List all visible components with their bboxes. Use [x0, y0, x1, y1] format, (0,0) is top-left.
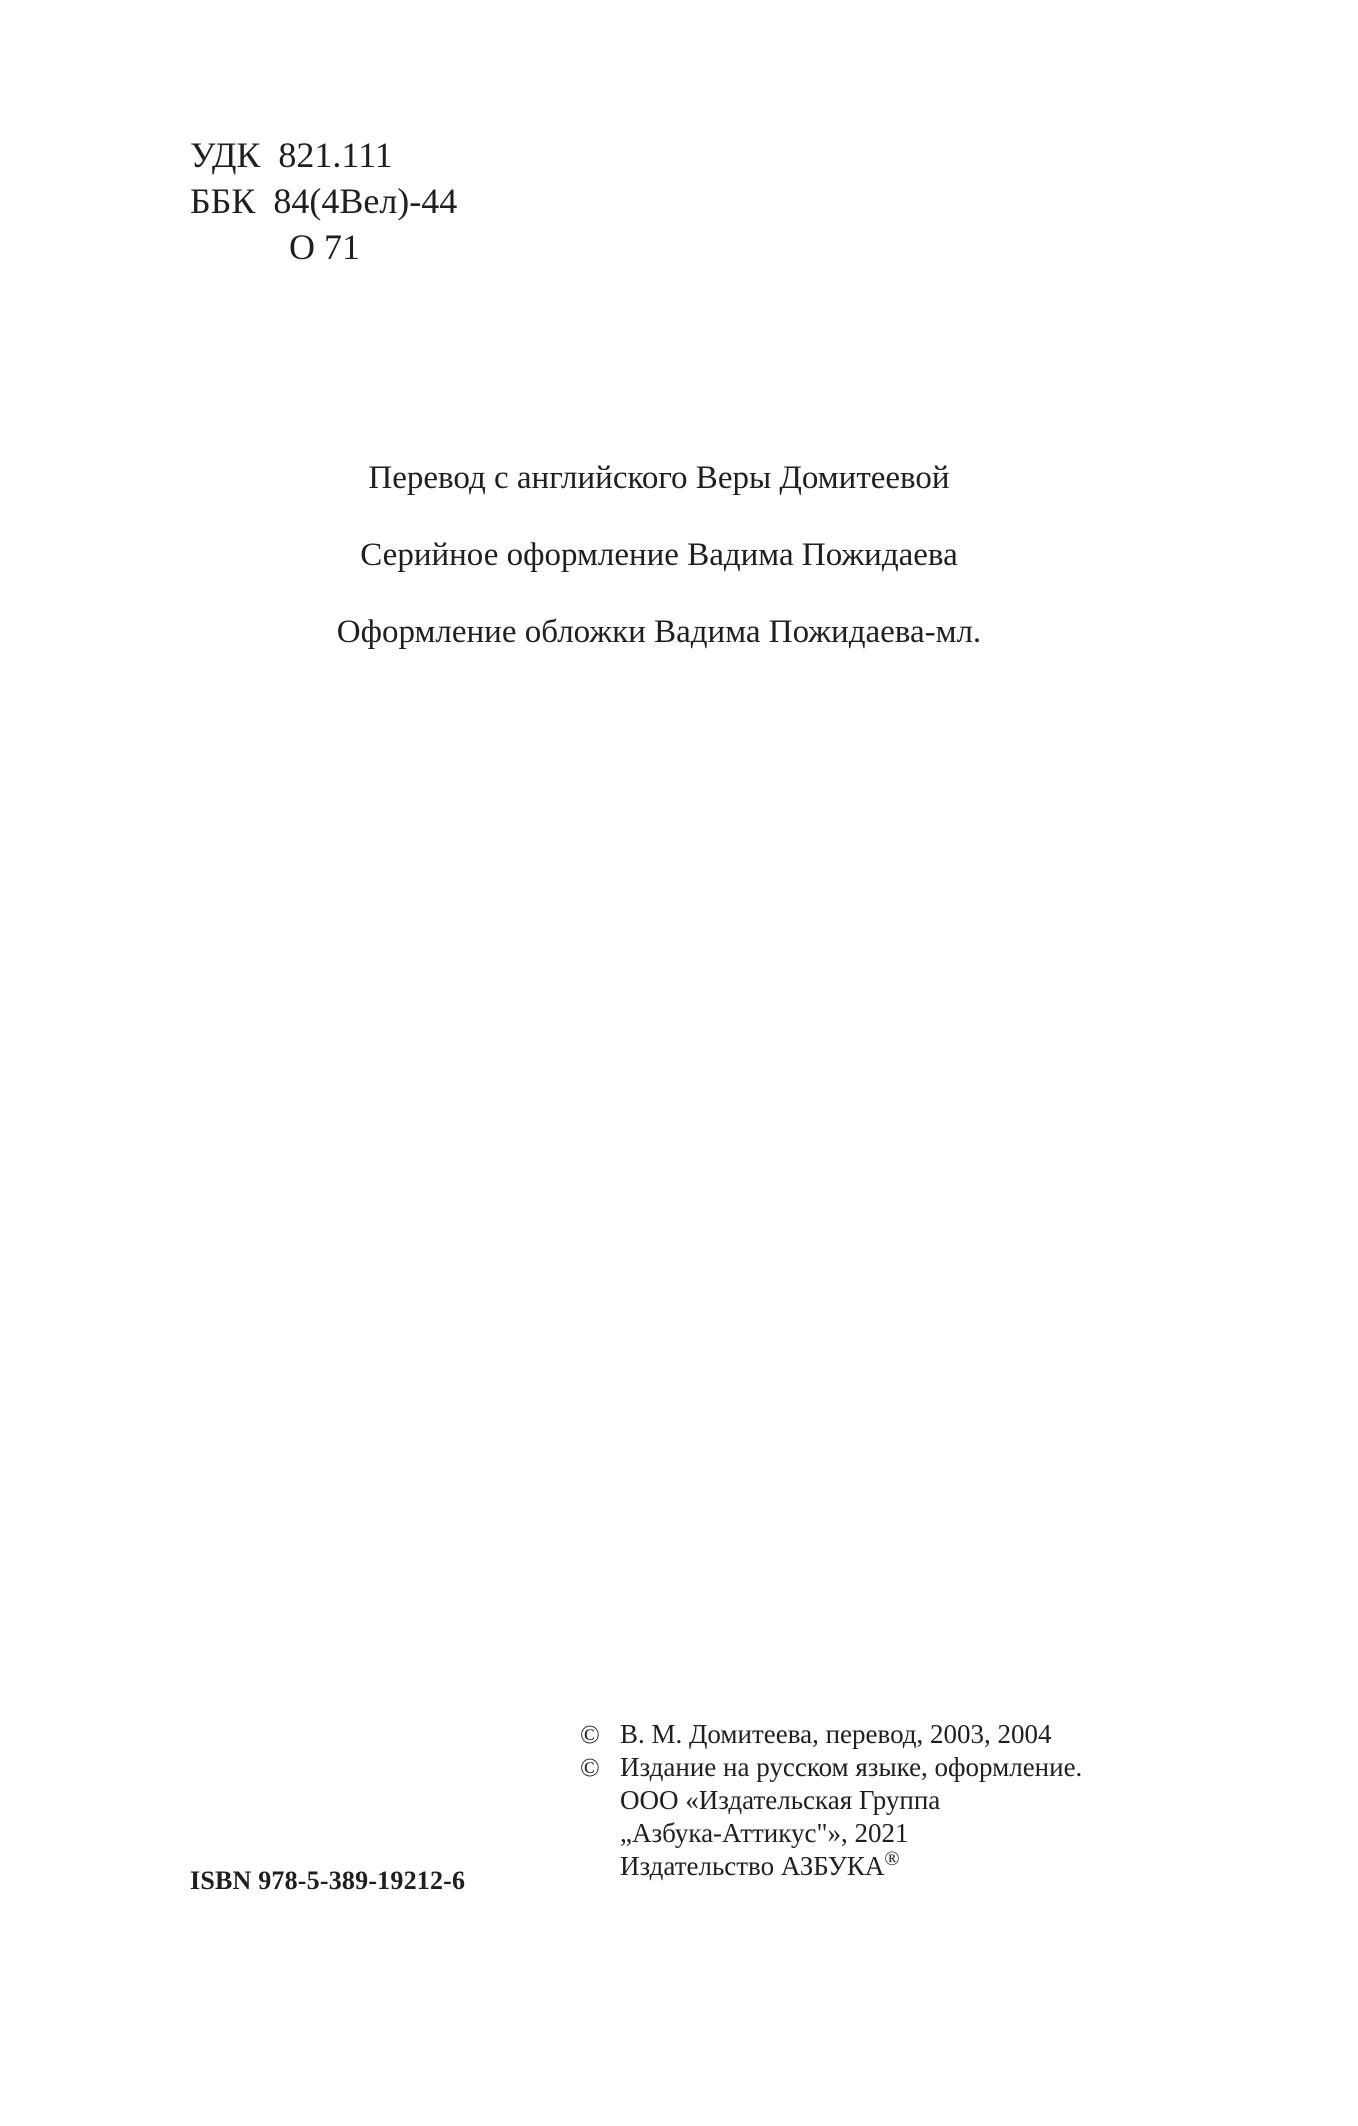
udk-label: УДК [190, 135, 261, 175]
cover-design-credit: Оформление обложки Вадима Пожидаева-мл. [336, 614, 982, 650]
udk-value: 821.111 [278, 135, 393, 175]
author-mark: О 71 [289, 227, 360, 267]
isbn: ISBN 978-5-389-19212-6 [190, 1866, 466, 1895]
copyright-edition-line: Издание на русском языке, оформление. [620, 1752, 1083, 1782]
copyright-edition-line: ООО «Издательская Группа [620, 1785, 941, 1815]
copyright-icon: © [580, 1753, 600, 1782]
copyright-block [580, 1718, 1240, 1883]
copyright-edition-line: „Азбука-Аттикус"», 2021 [620, 1818, 909, 1848]
registered-mark-icon: ® [884, 1848, 900, 1870]
copyright-translation-text: В. М. Домитеева, перевод, 2003, 2004 [620, 1719, 1052, 1749]
bbk-value: 84(4Вел)-44 [273, 181, 458, 221]
copyright-entry-translation [580, 1718, 1240, 1751]
bbk-label: ББК [190, 181, 256, 221]
credits-block [180, 460, 1138, 651]
copyright-entry-edition [580, 1751, 1240, 1883]
series-design-credit: Серийное оформление Вадима Пожидаева [360, 537, 958, 573]
publisher-name-line [620, 1850, 1240, 1883]
bbk-row [190, 178, 610, 224]
publisher-name: Издательство АЗБУКА [620, 1851, 885, 1881]
udk-row [190, 132, 610, 178]
copyright-icon: © [580, 1720, 600, 1749]
translator-credit: Перевод с английского Веры Домитеевой [368, 460, 950, 496]
classification-block [190, 132, 610, 270]
